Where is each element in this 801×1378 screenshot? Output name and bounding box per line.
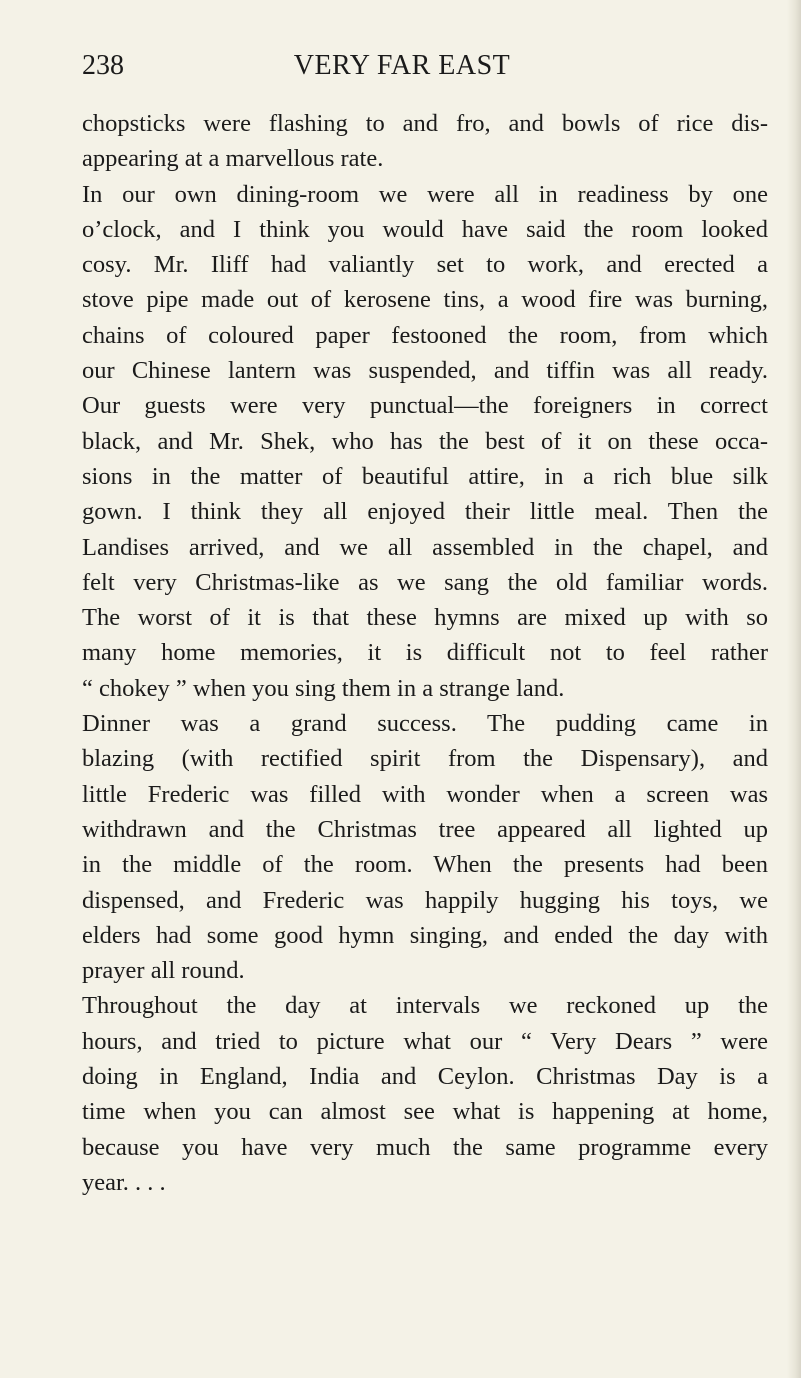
page-number: 238 (82, 50, 124, 81)
paragraph-2 (82, 177, 768, 389)
text-line: In our own dining-room we were all in readiness by one (82, 180, 768, 208)
text-line: black, and Mr. Shek, who has the best of it on these occa- (82, 427, 768, 455)
text-line: prayer all round. (82, 957, 245, 985)
text-line: chains of coloured paper festooned the room, from which (82, 321, 768, 349)
text-line: cosy. Mr. Iliff had valiantly set to work, and erected a (82, 251, 768, 279)
text-line: sions in the matter of beautiful attire, in a rich blue silk (82, 462, 768, 490)
paragraph-1 (82, 106, 768, 177)
text-line: our Chinese lantern was suspended, and tiffin was all ready. (82, 357, 768, 385)
text-line: “ chokey ” when you sing them in a strange land. (82, 674, 565, 702)
text-line: blazing (with rectified spirit from the Dispensary), and (82, 745, 768, 773)
text-line: The worst of it is that these hymns are mixed up with so (82, 604, 768, 632)
text-line: year. . . . (82, 1168, 166, 1196)
page-header (82, 46, 722, 86)
text-line: chopsticks were flashing to and fro, and bowls of rice dis- (82, 110, 768, 137)
text-line: because you have very much the same programme every (82, 1133, 768, 1161)
paragraph-3 (82, 388, 768, 706)
text-line: stove pipe made out of kerosene tins, a wood fire was burning, (82, 286, 768, 314)
text-line: in the middle of the room. When the presents had been (82, 851, 768, 879)
running-head: VERY FAR EAST (293, 50, 511, 81)
text-line: felt very Christmas-like as we sang the old familiar words. (82, 568, 768, 596)
text-line: Throughout the day at intervals we reckoned up the (82, 992, 768, 1020)
text-line: o’clock, and I think you would have said the room looked (82, 215, 768, 243)
text-line: Our guests were very punctual—the foreigners in correct (82, 392, 768, 420)
text-line: Dinner was a grand success. The pudding came in (82, 710, 768, 738)
page-edge-shadow (787, 0, 801, 1378)
text-line: doing in England, India and Ceylon. Christmas Day is a (82, 1063, 768, 1091)
text-line: appearing at a marvellous rate. (82, 145, 384, 173)
text-line: hours, and tried to picture what our “ Very Dears ” were (82, 1027, 768, 1055)
text-line: gown. I think they all enjoyed their little meal. Then the (82, 498, 768, 526)
text-line: elders had some good hymn singing, and ended the day with (82, 921, 768, 949)
paragraph-4 (82, 706, 768, 988)
text-line: dispensed, and Frederic was happily hugging his toys, we (82, 886, 768, 914)
text-line: time when you can almost see what is happening at home, (82, 1098, 768, 1126)
paragraph-5 (82, 988, 768, 1200)
body-text (82, 106, 768, 1200)
text-line: many home memories, it is difficult not to feel rather (82, 639, 768, 667)
text-line: Landises arrived, and we all assembled in the chapel, and (82, 533, 768, 561)
text-line: withdrawn and the Christmas tree appeared all lighted up (82, 815, 768, 843)
text-line: little Frederic was filled with wonder when a screen was (82, 780, 768, 808)
